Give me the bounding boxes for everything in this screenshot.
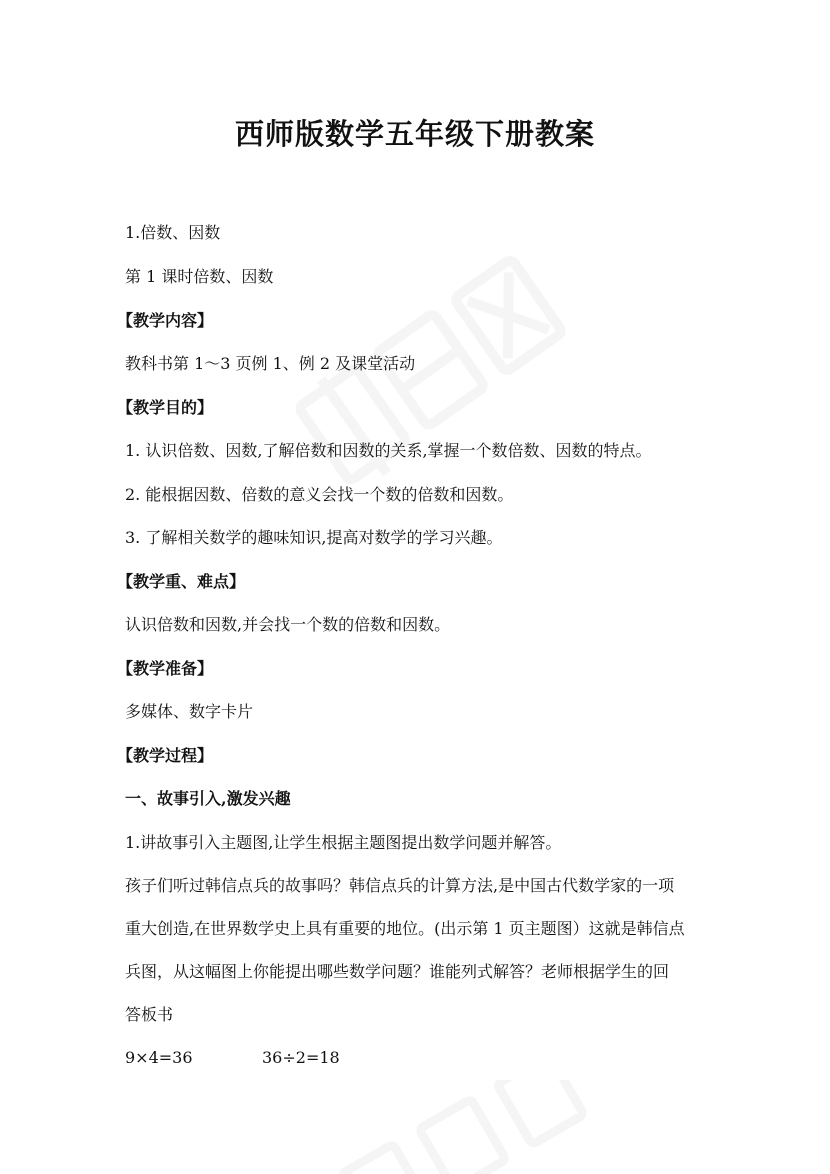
key-points-text: 认识倍数和因数,并会找一个数的倍数和因数。 — [125, 615, 451, 634]
section-heading-key-points: 【教学重、难点】 — [117, 572, 246, 591]
paragraph-line-2: 重大创造,在世界数学史上具有重要的地位。(出示第 1 页主题图）这就是韩信点 — [125, 919, 685, 938]
subsection-heading-intro: 一、故事引入,激发兴趣 — [125, 789, 291, 808]
process-step-1: 1.讲故事引入主题图,让学生根据主题图提出数学问题并解答。 — [125, 833, 562, 852]
section-heading-goals: 【教学目的】 — [117, 398, 214, 417]
goal-item-1: 1. 认识倍数、因数,了解倍数和因数的关系,掌握一个数倍数、因数的特点。 — [125, 441, 652, 460]
paragraph-line-4: 答板书 — [125, 1005, 174, 1024]
calculation-right: 36÷2=18 — [262, 1048, 340, 1067]
watermark-logo-bottom — [300, 1080, 620, 1174]
paragraph-line-1: 孩子们听过韩信点兵的故事吗？韩信点兵的计算方法,是中国古代数学家的一项 — [125, 876, 675, 895]
section-heading-process: 【教学过程】 — [117, 746, 214, 765]
goal-item-3: 3. 了解相关数学的趣味知识,提高对数学的学习兴趣。 — [125, 528, 503, 547]
section-heading-preparation: 【教学准备】 — [117, 659, 214, 678]
section-heading-content: 【教学内容】 — [117, 311, 214, 330]
calculation-left: 9×4=36 — [125, 1048, 193, 1067]
preparation-text: 多媒体、数字卡片 — [125, 702, 254, 721]
content-text: 教科书第 1～3 页例 1、例 2 及课堂活动 — [125, 354, 416, 373]
page-title: 西师版数学五年级下册教案 — [234, 117, 595, 151]
chapter-heading: 1.倍数、因数 — [125, 223, 221, 242]
goal-item-2: 2. 能根据因数、倍数的意义会找一个数的倍数和因数。 — [125, 485, 514, 504]
paragraph-line-3: 兵图，从这幅图上你能提出哪些数学问题？谁能列式解答？老师根据学生的回 — [125, 962, 670, 981]
watermark-logo — [270, 255, 600, 515]
lesson-heading: 第 1 课时倍数、因数 — [125, 267, 274, 286]
